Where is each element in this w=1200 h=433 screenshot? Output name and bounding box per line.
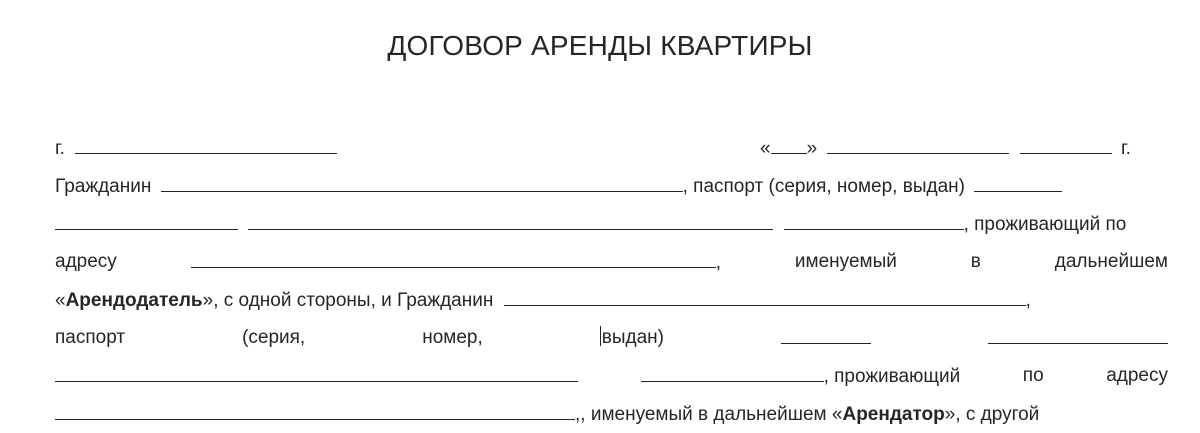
address-word: адресу <box>55 251 117 272</box>
address-comma: , <box>715 252 721 273</box>
tenant-passport-blank-1[interactable] <box>781 324 871 344</box>
hereinafter-word-3: дальнейшем <box>1054 251 1168 272</box>
landlord-role-line <box>55 286 1168 314</box>
landlord-role-name: Арендодатель <box>65 290 203 311</box>
tenant-address-line <box>55 400 1168 428</box>
tenant-name-blank[interactable] <box>504 286 1026 306</box>
other-side-phrase: , с другой <box>955 404 1040 425</box>
tenant-hereinafter-phrase: именуемый в дальнейшем <box>590 404 827 425</box>
landlord-passport-blank-4[interactable] <box>784 210 964 230</box>
tenant-role-name: Арендатор <box>842 404 945 425</box>
tenant-name-comma: , <box>1025 290 1031 311</box>
year-blank[interactable] <box>1020 134 1112 154</box>
hereinafter-word-1: именуемый <box>794 251 897 272</box>
tenant-residing-word-3: адресу <box>1106 365 1168 386</box>
passport-word: паспорт <box>55 327 126 348</box>
landlord-passport-blank-3[interactable] <box>248 210 773 230</box>
tenant-address-blank[interactable] <box>55 400 575 420</box>
city-date-line <box>55 134 1168 162</box>
citizen-label: Гражданин <box>55 176 152 197</box>
city-prefix: г. <box>55 138 65 159</box>
quote-close: » <box>202 290 214 311</box>
landlord-address-blank[interactable] <box>191 248 716 268</box>
hereinafter-word-2: в <box>970 251 981 272</box>
day-blank[interactable] <box>771 134 807 154</box>
landlord-passport-line <box>55 210 1168 238</box>
landlord-name-blank[interactable] <box>161 172 683 192</box>
date-close-quote: » <box>806 138 818 159</box>
year-suffix: г. <box>1121 138 1131 159</box>
issued-word: выдан) <box>601 327 664 348</box>
landlord-address-line <box>55 248 1168 276</box>
tenant-passport-blank-3[interactable] <box>55 362 578 382</box>
city-blank[interactable] <box>75 134 337 154</box>
tenant-passport-blank-2[interactable] <box>988 324 1168 344</box>
tenant-quote-close: » <box>944 404 956 425</box>
double-comma: ,, <box>575 404 586 425</box>
tenant-residing-word-1: , проживающий <box>823 366 961 387</box>
tenant-passport-blank-4[interactable] <box>641 362 824 382</box>
tenant-residing-word-2: по <box>1022 365 1044 386</box>
landlord-passport-blank-1[interactable] <box>974 172 1062 192</box>
tenant-passport-line <box>55 324 1168 352</box>
tenant-quote-open: « <box>831 404 843 425</box>
number-word: номер, <box>422 327 483 348</box>
one-side-phrase: , с одной стороны, и Гражданин <box>213 290 494 311</box>
document-title: ДОГОВОР АРЕНДЫ КВАРТИРЫ <box>387 30 813 61</box>
month-blank[interactable] <box>827 134 1009 154</box>
quote-open: « <box>55 290 66 311</box>
residing-phrase: , проживающий по <box>963 214 1127 235</box>
landlord-passport-blank-2[interactable] <box>55 210 238 230</box>
date-group <box>760 134 1131 163</box>
text-cursor <box>600 326 601 346</box>
series-word: (серия, <box>242 327 306 348</box>
passport-phrase: , паспорт (серия, номер, выдан) <box>682 176 965 197</box>
date-open-quote: « <box>760 138 771 159</box>
landlord-name-line <box>55 172 1168 200</box>
tenant-passport-line-2 <box>55 362 1168 390</box>
